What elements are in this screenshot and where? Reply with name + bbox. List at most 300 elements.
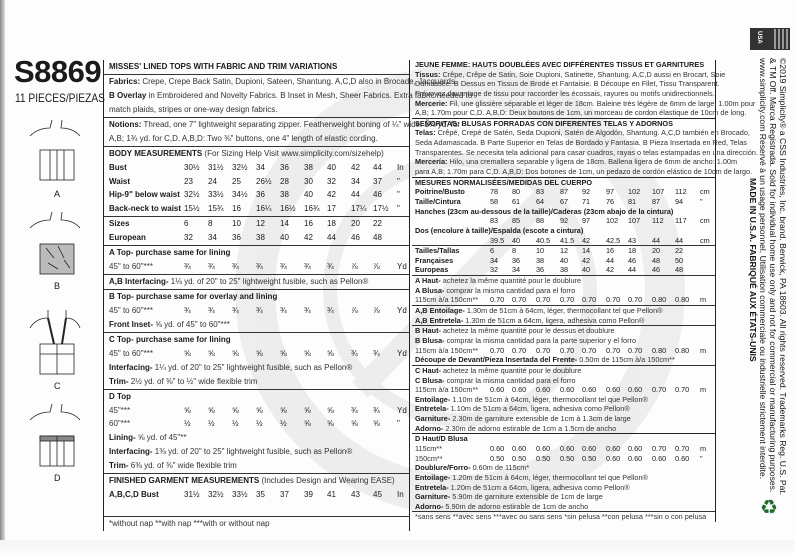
size-value: 34 <box>256 162 265 172</box>
size-value: ⅝ <box>304 405 311 415</box>
row-text: Crêpe, Crêpe de Satin, Soie Dupioni, Satinette, Shantung. A,C,D aussi en Brocart, Soie <box>440 69 726 79</box>
size-value: 48 <box>675 265 684 275</box>
text-row <box>412 98 756 109</box>
measurement-row <box>104 304 409 318</box>
row-label: Europeas <box>415 265 449 275</box>
measurement-row <box>104 175 409 189</box>
text-row <box>412 226 715 236</box>
row-label: MESURES NORMALISÉES/MEDIDAS DEL CUERPO <box>415 177 593 187</box>
legal-notice <box>738 28 790 548</box>
measurement-row <box>104 188 409 202</box>
size-value: 36 <box>256 190 265 200</box>
row-label: D Haut/D Blusa <box>415 434 468 444</box>
size-value: 36 <box>512 255 521 265</box>
row-text: 45" to 60"*** <box>109 305 153 315</box>
row-label: Garniture- <box>415 414 451 424</box>
text-row <box>104 516 409 531</box>
size-value: 64 <box>536 196 545 206</box>
size-value: 16¾ <box>304 204 320 214</box>
size-value: 44 <box>327 233 336 243</box>
text-row <box>412 157 738 167</box>
size-value: 34 <box>512 265 521 275</box>
row-text: 115cm à/a 150cm** <box>415 295 479 305</box>
row-text: 0.60m de 115cm* <box>470 463 530 473</box>
measurement-row <box>104 347 409 361</box>
text-row <box>412 79 720 89</box>
size-value: 0.50 <box>536 453 551 463</box>
text-row <box>412 404 715 414</box>
size-value: 44 <box>675 235 684 245</box>
row-text: 45" to 60"*** <box>109 262 153 272</box>
size-value: 46 <box>351 233 360 243</box>
size-value: 44 <box>606 255 615 265</box>
view-d-drawing <box>30 404 80 466</box>
measurement-row <box>104 417 409 431</box>
size-value: 38 <box>560 265 569 275</box>
size-value: 38 <box>256 233 265 243</box>
unit: cm <box>700 187 710 197</box>
size-value: 12 <box>256 219 265 229</box>
row-label: Garniture- <box>415 492 451 502</box>
size-value: 87 <box>560 187 569 197</box>
size-value: 80 <box>512 187 521 197</box>
size-value: ¾ <box>184 305 191 315</box>
size-value: 43 <box>628 235 637 245</box>
size-value: 41 <box>327 490 336 500</box>
row-label: SEÑORITAS: BLUSAS FORRADAS CON DIFERENTES TELAS Y ADORNOS <box>415 118 673 128</box>
size-value: 0.70 <box>675 385 690 395</box>
size-value: 18 <box>628 246 637 256</box>
size-value: 32 <box>327 176 336 186</box>
size-value: 0.60 <box>652 453 667 463</box>
unit: m <box>700 295 707 305</box>
size-value: 0.70 <box>606 295 621 305</box>
pattern-number: S8869 <box>14 54 102 89</box>
text-row <box>412 463 715 473</box>
size-value: 6 <box>184 219 189 229</box>
size-value: 88 <box>536 216 545 226</box>
size-value: 0.70 <box>582 345 597 355</box>
row-text: Seda Adamascada. B Parte Superior en Telas de Bordado y Fantasia. B Pieza Insertada en Red, Telas <box>415 138 747 148</box>
size-value: 83 <box>490 216 499 226</box>
size-value: 46 <box>628 255 637 265</box>
size-value: 0.50 <box>560 453 575 463</box>
size-value: 16 <box>304 219 313 229</box>
measurement-row <box>412 187 715 197</box>
size-value: 35 <box>256 490 265 500</box>
size-value: 37 <box>280 490 289 500</box>
text-row <box>104 245 409 260</box>
size-value: 0.70 <box>490 295 505 305</box>
size-value: 0.60 <box>560 443 575 453</box>
size-value: 17½ <box>373 204 389 214</box>
size-value: 8 <box>208 219 213 229</box>
size-value: 0.50 <box>582 453 597 463</box>
measurement-row <box>412 197 715 207</box>
text-row <box>104 132 409 146</box>
size-value: 32½ <box>184 190 200 200</box>
size-value: ¾ <box>232 305 239 315</box>
row-label: Doublure/Forro- <box>415 463 471 473</box>
size-value: ⅝ <box>184 348 191 358</box>
size-value: ¾ <box>232 262 239 272</box>
row-text: achetez la même quantité pour le doublure <box>440 365 582 375</box>
unit: " <box>397 176 400 186</box>
text-row <box>104 473 409 488</box>
measurement-row <box>104 202 409 216</box>
row-text: achetez la même quantité pour le dessus et doublure <box>440 326 615 336</box>
size-value: 20 <box>652 246 661 256</box>
size-value: 14 <box>280 219 289 229</box>
size-value: 36 <box>536 265 545 275</box>
row-text: *sans sens **avec sens ***avec ou sans sens *sin pelusa **con pelusa ***sin o con pelusa <box>415 512 707 522</box>
size-value: 36 <box>232 233 241 243</box>
unit: Yd <box>397 305 407 315</box>
size-value: 42 <box>351 162 360 172</box>
text-row <box>104 502 409 516</box>
size-value: 0.70 <box>675 443 690 453</box>
size-value: 34 <box>490 255 499 265</box>
size-value: 0.60 <box>582 443 597 453</box>
size-value: 61 <box>512 196 521 206</box>
size-value: ⅝ <box>304 348 311 358</box>
size-value: 48 <box>652 255 661 265</box>
size-value: 34½ <box>232 190 248 200</box>
row-label: BODY MEASUREMENTS <box>109 148 203 158</box>
size-value: 25 <box>232 176 241 186</box>
size-value: 36 <box>280 162 289 172</box>
size-value: 94 <box>675 196 684 206</box>
size-value: 107 <box>652 187 665 197</box>
row-label: Adorno- <box>415 501 444 511</box>
row-label: European <box>109 233 146 243</box>
row-label: Découpe de Devant/Pieza Insertada del Frente- <box>415 355 578 365</box>
text-row <box>104 431 409 445</box>
size-value: 0.60 <box>628 453 643 463</box>
size-value: ⅝ <box>373 419 380 429</box>
row-text: 115cm à/a 150cm** <box>415 345 479 355</box>
text-row <box>412 69 726 80</box>
size-value: 0.70 <box>628 345 643 355</box>
size-value: 83 <box>536 187 545 197</box>
row-label: A Blusa- <box>415 285 445 295</box>
measurement-row <box>412 216 715 226</box>
size-value: 71 <box>582 196 591 206</box>
row-label: B Haut- <box>415 326 441 336</box>
row-label: C Haut- <box>415 365 441 375</box>
size-value: ½ <box>256 419 263 429</box>
size-value: 0.60 <box>490 443 505 453</box>
size-value: 48 <box>373 233 382 243</box>
row-text: ⅝ yd. of 45" to 60"*** <box>153 319 230 329</box>
text-row <box>104 389 409 404</box>
usa-badge: USA <box>756 31 762 44</box>
size-value: 58 <box>490 196 499 206</box>
row-text: A,B; 1¾ yd. for C,D. A,B,D: Two ⅜" buttons, one 4" length of elastic cording. <box>109 133 378 143</box>
size-value: 22 <box>373 219 382 229</box>
size-value: ¾ <box>351 405 358 415</box>
text-row <box>104 332 409 347</box>
size-value: 40 <box>512 235 521 245</box>
unit: " <box>397 204 400 214</box>
size-value: 67 <box>560 196 569 206</box>
view-c-drawing <box>30 310 80 374</box>
row-label: Lining- <box>109 433 136 443</box>
row-text: Crêpé, Crepé de Satén, Seda Dupioni, Satén de Algodón, Shantung. A,C,D también en Brocado, <box>435 128 750 138</box>
row-label: Notions: <box>109 119 142 129</box>
size-value: 117 <box>675 216 687 226</box>
size-value: ⅝ <box>304 419 311 429</box>
row-label: Poitrine/Busto <box>415 187 465 197</box>
measurement-row <box>104 404 409 418</box>
size-value: ⅝ <box>280 348 287 358</box>
text-row <box>412 395 715 405</box>
size-value: ⅞ <box>373 305 380 315</box>
row-label: A,B,C,D Bust <box>109 490 159 500</box>
legal-line-1: ©2019 Simplicity® a CSS Industries, Inc. brand. Berwick, PA 18603. All rights reserved. Trademarks Reg. U.S. Pat. <box>778 58 788 496</box>
size-value: ⅝ <box>327 348 334 358</box>
size-value: 0.70 <box>652 385 667 395</box>
size-value: 44 <box>351 190 360 200</box>
size-value: ¾ <box>351 348 358 358</box>
size-value: ¾ <box>327 262 334 272</box>
row-label: A Haut- <box>415 276 441 286</box>
row-label: D Top <box>109 391 132 401</box>
size-value: 40 <box>280 233 289 243</box>
row-text: 2½ yd. of ⅜" to ½" wide flexible trim <box>128 376 258 386</box>
size-value: 0.70 <box>582 295 597 305</box>
row-label: Fabrics: <box>109 76 141 86</box>
measurement-row <box>412 256 715 266</box>
unit: m <box>700 345 707 355</box>
row-label: A,B Entretela- <box>415 315 464 325</box>
size-value: ⅝ <box>256 348 263 358</box>
text-row <box>104 459 409 473</box>
text-row <box>104 60 409 74</box>
size-value: 0.70 <box>490 345 505 355</box>
text-row <box>104 103 409 117</box>
size-value: 76 <box>606 196 615 206</box>
size-value: 12 <box>560 246 569 256</box>
unit: In <box>397 162 404 172</box>
measurement-row <box>104 216 409 231</box>
text-row <box>412 365 715 376</box>
row-text: 45" to 60"*** <box>109 348 153 358</box>
row-label: JEUNE FEMME: HAUTS DOUBLÉES AVEC DIFFÉRENTES TISSUS ET GARNITURES <box>415 60 705 69</box>
size-value: ¾ <box>327 305 334 315</box>
row-label: Tissus: <box>415 69 441 79</box>
measurement-row <box>104 231 409 245</box>
row-label: Hanches (23cm au-dessous de la taille)/Caderas (23cm abajo de la cintura) <box>415 206 674 216</box>
text-row <box>412 60 715 70</box>
text-row <box>104 375 409 389</box>
size-value: 81 <box>628 196 637 206</box>
size-value: 39.5 <box>490 235 505 245</box>
row-label: Back-neck to waist <box>109 204 182 214</box>
size-value: 0.70 <box>560 345 575 355</box>
row-label: A,B Entoilage- <box>415 306 465 316</box>
row-text: 1⅜ yd. of 20" to 25" lightweight fusible, such as Pellon® <box>152 447 353 457</box>
row-label: C Blusa- <box>415 375 445 385</box>
unit: In <box>397 490 404 500</box>
text-row <box>412 376 715 386</box>
size-value: ⅝ <box>184 405 191 415</box>
row-label: Françaises <box>415 255 454 265</box>
size-value: 30½ <box>184 162 200 172</box>
measurement-row <box>412 265 715 275</box>
size-value: 6 <box>490 246 495 256</box>
size-value: 39 <box>304 490 313 500</box>
unit: cm <box>700 235 710 245</box>
size-value: 0.60 <box>490 385 505 395</box>
view-label-b: B <box>54 281 61 291</box>
row-label: Taille/Cintura <box>415 196 461 206</box>
size-value: ½ <box>208 419 215 429</box>
size-value: 16¼ <box>256 204 272 214</box>
size-value: 0.70 <box>652 443 667 453</box>
size-value: 34 <box>351 176 360 186</box>
legal-line-2: & TM Off. Marca Registrada. Sold for individual home use only and not for commercial or manufacturing purposes. <box>768 58 778 493</box>
text-row <box>412 502 715 512</box>
size-value: ¾ <box>184 262 191 272</box>
size-value: 38 <box>280 190 289 200</box>
row-text: comprar la misma cantidad para el forro <box>444 375 576 385</box>
size-value: ⅝ <box>327 419 334 429</box>
measurement-row <box>412 295 715 305</box>
row-text: 2.30m de garniture extensible de 1cm à 1.3cm de large <box>450 414 631 424</box>
row-text: Damassée. B Dessus en Tissus de Brodé et Fantaisie. B Découpe en Filet, Tissu Transparent. <box>415 79 720 89</box>
size-value: 23 <box>184 176 193 186</box>
size-value: 32½ <box>208 490 224 500</box>
row-text: achetez la même quantité pour le doublure <box>440 276 582 286</box>
size-value: 0.60 <box>536 443 551 453</box>
unit: " <box>397 190 400 200</box>
row-text: 1⅛ yd. of 20" to 25" lightweight fusible, such as Pellon® <box>168 277 369 287</box>
text-row <box>412 433 715 444</box>
text-row <box>412 483 715 493</box>
size-value: 22 <box>675 246 684 256</box>
size-value: 20 <box>351 219 360 229</box>
size-value: ⅝ <box>351 419 358 429</box>
size-value: 92 <box>560 216 569 226</box>
row-label: Tailles/Tallas <box>415 246 460 256</box>
measurement-row <box>412 245 715 256</box>
size-value: 0.60 <box>512 385 527 395</box>
paper-edge <box>0 0 5 559</box>
row-text: comprar la misma cantidad para la parte superior y el forro <box>444 335 637 345</box>
row-label: Waist <box>109 176 131 186</box>
text-row <box>104 146 409 161</box>
row-text: 1.30m de 51cm à 64cm, léger, thermocollant tel que Pellon® <box>464 306 663 316</box>
row-text: match plaids, stripes or one-way design fabrics. <box>109 104 278 114</box>
text-row <box>412 316 715 326</box>
size-value: 10 <box>232 219 241 229</box>
size-value: ¾ <box>280 262 287 272</box>
size-value: 0.70 <box>536 345 551 355</box>
text-row <box>412 118 715 129</box>
text-row <box>412 89 715 99</box>
unit: cm <box>700 216 710 226</box>
row-text: 115cm à/a 150cm** <box>415 385 479 395</box>
size-value: 0.60 <box>606 385 621 395</box>
size-value: ¾ <box>304 262 311 272</box>
size-value: 44 <box>652 235 661 245</box>
row-text: (Includes Design and Wearing EASE) <box>259 476 395 486</box>
row-text: *without nap **with nap ***with or without nap <box>109 519 270 528</box>
row-label: Entretela- <box>415 482 449 492</box>
view-label-a: A <box>54 189 61 199</box>
size-value: 26½ <box>256 176 272 186</box>
size-value: 17 <box>327 204 336 214</box>
measurement-row <box>412 385 715 395</box>
size-value: 112 <box>675 187 687 197</box>
text-row <box>412 473 715 483</box>
row-text: 5.90m de garniture extensible de 1cm de large <box>450 492 603 502</box>
row-label: Mercería: <box>415 157 448 167</box>
view-drawings <box>28 118 83 518</box>
view-label-d: D <box>54 473 61 483</box>
size-value: 0.60 <box>536 385 551 395</box>
text-row <box>412 511 715 522</box>
row-text: 45"*** <box>109 405 131 415</box>
row-label: Telas: <box>415 128 436 138</box>
row-text: 2.30m de adorno estirable de 1cm a 1.5cm de ancho <box>443 423 617 433</box>
row-label: A,B Interfacing- <box>109 277 169 287</box>
size-value: 97 <box>582 216 591 226</box>
size-value: 33½ <box>232 490 248 500</box>
size-value: 102 <box>606 216 619 226</box>
unit: " <box>397 419 400 429</box>
size-value: 34 <box>208 233 217 243</box>
size-value: 38 <box>304 162 313 172</box>
row-label: Hip-9" below waist <box>109 190 180 200</box>
text-row <box>412 275 715 286</box>
unit: Yd <box>397 262 407 272</box>
size-value: 0.60 <box>606 453 621 463</box>
size-value: 31½ <box>184 490 200 500</box>
row-label: Front Inset- <box>109 319 153 329</box>
legal-line-3: www.simplicity.com Reservé à un usage personnel. Utilisation commerciale ou industrielle strictement interdite. <box>758 58 768 480</box>
size-value: 30 <box>304 176 313 186</box>
size-value: 0.80 <box>652 345 667 355</box>
size-value: 15½ <box>184 204 200 214</box>
text-row <box>412 492 715 502</box>
size-value: 0.70 <box>606 345 621 355</box>
size-value: 16½ <box>280 204 296 214</box>
text-row <box>412 325 715 336</box>
row-text: in Embroidered and Novelty Fabrics. B Inset in Mesh, Sheer Fabrics. Extra fabric needed to <box>146 90 473 100</box>
row-text: 150cm** <box>415 453 443 463</box>
text-row <box>104 117 461 132</box>
size-value: 41.5 <box>560 235 575 245</box>
text-row <box>412 177 715 188</box>
size-value: ¾ <box>304 305 311 315</box>
measurement-row <box>104 260 409 274</box>
size-value: 33½ <box>208 190 224 200</box>
row-label: B Blusa- <box>415 335 445 345</box>
size-value: 42 <box>582 255 591 265</box>
view-label-c: C <box>54 381 61 391</box>
size-value: 0.60 <box>628 443 643 453</box>
row-text: 1.30m de 51cm a 64cm, ligera, adhesiva como Pellon® <box>463 315 645 325</box>
row-text: Hilo, una cremallera separable y ligera de 18cm. Ballena ligera de 6mm de ancho: 1.00m <box>447 157 738 167</box>
row-label: FINISHED GARMENT MEASUREMENTS <box>109 476 260 486</box>
row-label: Bust <box>109 162 127 172</box>
text-row <box>412 167 753 177</box>
size-value: 17¼ <box>351 204 367 214</box>
unit: " <box>700 453 703 463</box>
size-value: ¾ <box>373 348 380 358</box>
